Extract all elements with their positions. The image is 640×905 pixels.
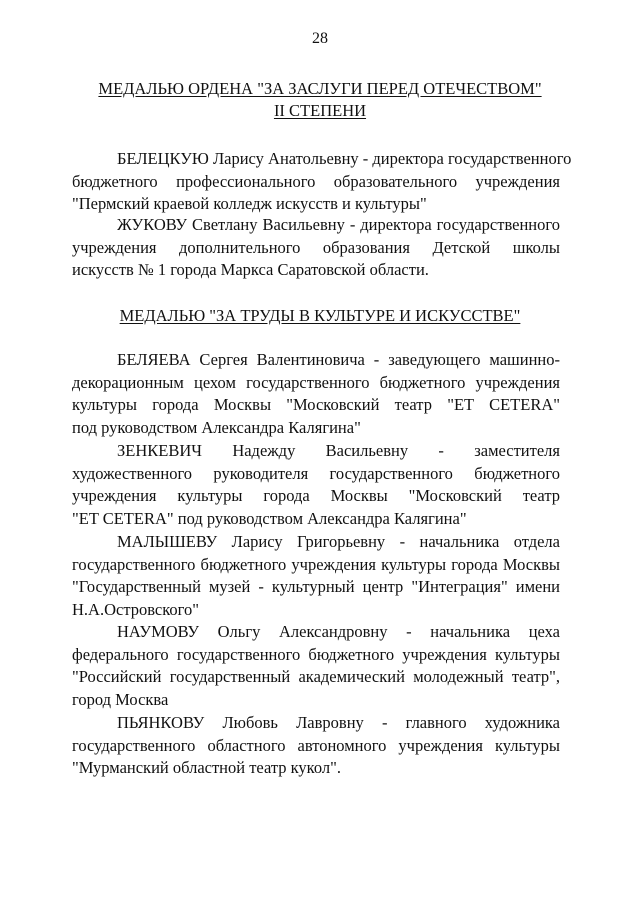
entry-line: город Москва — [72, 690, 169, 710]
entry-line: МАЛЫШЕВУ Ларису Григорьевну - начальника отдела — [117, 532, 560, 551]
heading-line: II СТЕПЕНИ — [273, 101, 367, 120]
entry-line: "ET CETERA" под руководством Александра Калягина" — [72, 509, 467, 529]
award-entry-belyaev — [72, 349, 560, 440]
entry-line: учреждения культуры города Москвы "Московский театр — [72, 486, 560, 506]
entry-line: учреждения дополнительного образования Детской школы — [72, 237, 560, 257]
entry-line: культуры города Москвы "Московский театр "ET CETERA" — [72, 395, 560, 415]
award-entry-naumova — [72, 621, 560, 712]
entry-line: федерального государственного бюджетного учреждения культуры — [72, 644, 560, 664]
section-heading-culture-art — [60, 305, 580, 327]
entry-line: декорационным цехом государственного бюджетного учреждения — [72, 372, 560, 392]
award-entry-zenkevich — [72, 440, 560, 531]
entry-line: государственного бюджетного учреждения культуры города Москвы — [72, 554, 560, 574]
entry-line: ПЬЯНКОВУ Любовь Лавровну - главного художника — [117, 713, 560, 732]
entry-line: "Государственный музей - культурный центр "Интеграция" имени — [72, 577, 560, 597]
award-entry-malysheva — [72, 531, 560, 622]
entry-line: БЕЛЕЦКУЮ Ларису Анатольевну - директора государственного — [117, 149, 572, 168]
award-entry-zhukova — [72, 214, 560, 282]
entry-line: БЕЛЯЕВА Сергея Валентиновича - заведующего машинно- — [117, 350, 560, 369]
entry-line: ЗЕНКЕВИЧ Надежду Васильевну - заместителя — [117, 441, 560, 460]
award-entry-pyankova — [72, 712, 560, 780]
entry-line: Н.А.Островского" — [72, 600, 200, 620]
entry-line: "Российский государственный академический молодежный театр", — [72, 667, 560, 687]
heading-line: МЕДАЛЬЮ "ЗА ТРУДЫ В КУЛЬТУРЕ И ИСКУССТВЕ" — [119, 306, 521, 325]
page-number: 28 — [312, 30, 328, 47]
entry-line: искусств № 1 города Маркса Саратовской области. — [72, 260, 429, 280]
entry-line: "Пермский краевой колледж искусств и культуры" — [72, 194, 427, 214]
heading-line: МЕДАЛЬЮ ОРДЕНА "ЗА ЗАСЛУГИ ПЕРЕД ОТЕЧЕСТВОМ" — [98, 79, 542, 98]
award-entry-beletskaya — [72, 148, 572, 216]
entry-line: бюджетного профессионального образовательного учреждения — [72, 171, 560, 191]
entry-line: под руководством Александра Калягина" — [72, 418, 361, 438]
entry-line: государственного областного автономного учреждения культуры — [72, 735, 560, 755]
entry-line: "Мурманский областной театр кукол". — [72, 758, 341, 778]
entry-line: НАУМОВУ Ольгу Александровну - начальника цеха — [117, 622, 560, 641]
entry-line: художественного руководителя государственного бюджетного — [72, 463, 560, 483]
entry-line: ЖУКОВУ Светлану Васильевну - директора государственного — [117, 215, 560, 234]
section-heading-order-merit — [60, 78, 580, 122]
